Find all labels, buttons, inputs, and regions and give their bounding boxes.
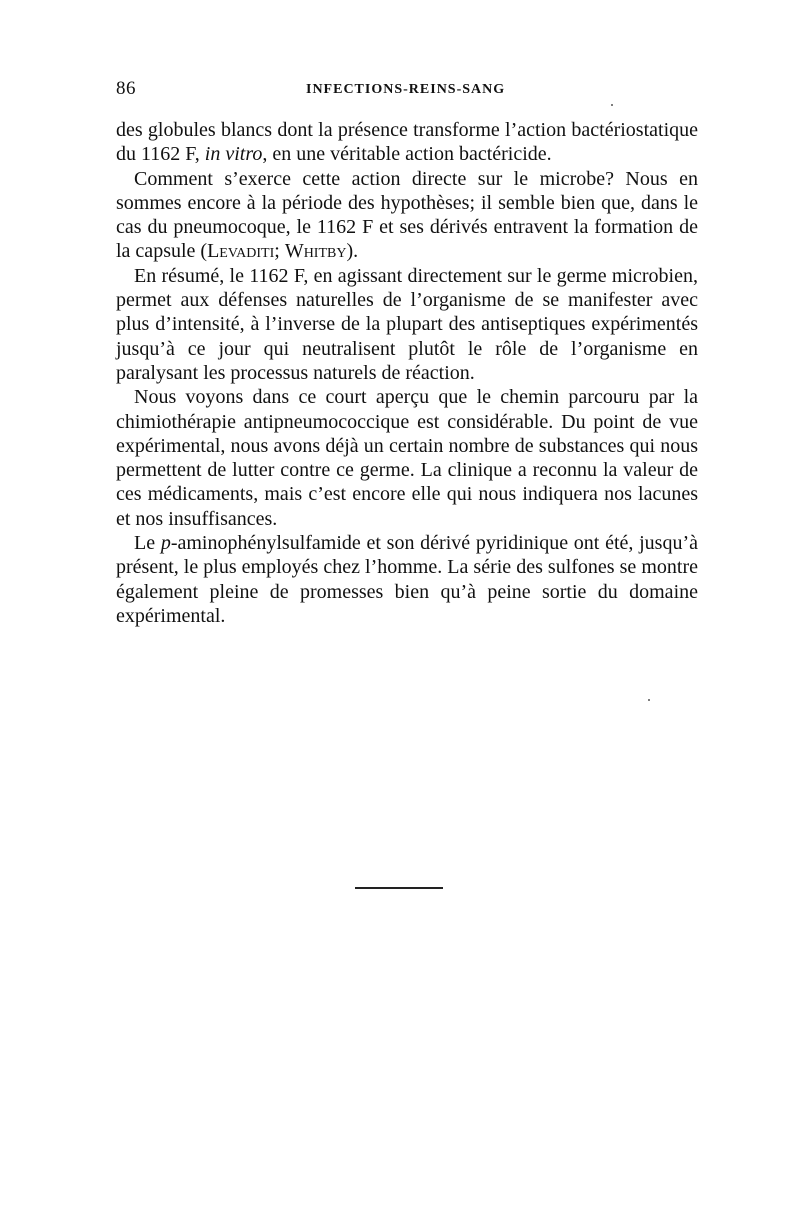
paragraph-4: Nous voyons dans ce court aperçu que le chemin parcouru par la chimiothérapie antipneumococcique est considérable. Du point de vue expérimental, nous avons déjà un certain nombre de substances qui nous permettent de lutter contre ce germe. La clinique a reconnu la valeur de ces médicaments, mais c’est encore elle qui nous indiquera nos lacunes et nos insuffisances.: [116, 386, 698, 530]
paragraph-1-end: , en une véritable action bactéricide.: [262, 143, 552, 166]
paragraph-2: [116, 167, 698, 264]
paragraph-2-end: ).: [346, 240, 359, 263]
paragraph-5-start: Le: [134, 532, 161, 555]
ink-speck: [648, 699, 650, 701]
author-whitby: Whitby: [284, 240, 347, 263]
body-text: [116, 118, 698, 628]
paragraph-1-italic: in vitro: [204, 143, 263, 166]
page-number: 86: [116, 78, 136, 99]
author-levaditi: Levaditi: [207, 240, 275, 263]
paragraph-2-text: Comment s’exerce cette action directe sur le microbe? Nous en sommes encore à la période des hypothèses; il semble bien que, dans le cas du pneumocoque, le 1162 F et ses dérivés entravent la formation de la capsule (: [116, 167, 698, 263]
paragraph-5-text: -aminophénylsulfamide et son dérivé pyridinique ont été, jusqu’à présent, le plus employés chez l’homme. La série des sulfones se montre également pleine de promesses bien qu’à peine sortie du domaine expérimental.: [116, 532, 699, 627]
paragraph-1-text: des globules blancs dont la présence transforme l’action bactériostatique du 1162 F,: [116, 119, 698, 166]
paragraph-5: [116, 531, 698, 628]
paragraph-5-italic: p: [160, 532, 171, 555]
paragraph-3: En résumé, le 1162 F, en agissant directement sur le germe microbien, permet aux défenses naturelles de l’organisme de se manifester avec plus d’intensité, à l’inverse de la plupart des antiseptiques expérimentés jusqu’à ce jour qui neutralisent plutôt le rôle de l’organisme en paralysant les processus naturels de réaction.: [116, 264, 698, 384]
running-title: INFECTIONS-REINS-SANG: [306, 82, 506, 97]
paragraph-1: [116, 118, 698, 167]
ink-speck: [611, 104, 613, 106]
paragraph-2-separator: ;: [274, 240, 285, 263]
page-header: [116, 76, 698, 102]
section-end-rule: [355, 887, 443, 889]
